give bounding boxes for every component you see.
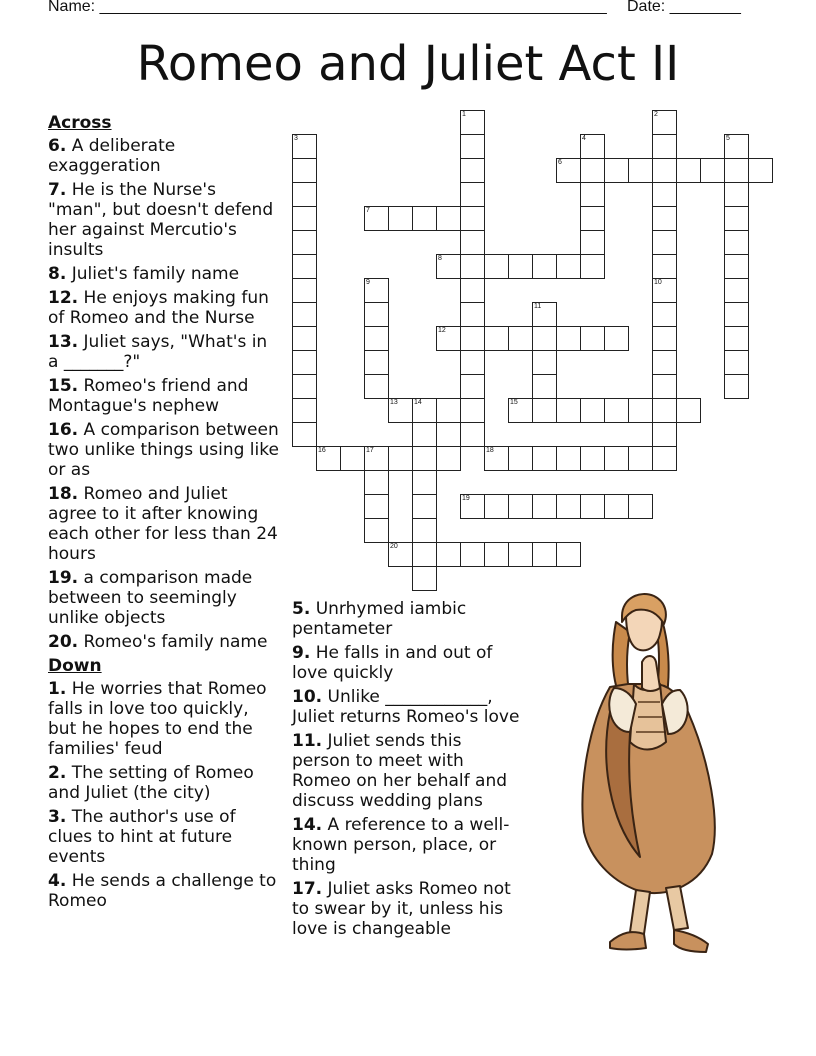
grid-cell[interactable] [460, 206, 485, 231]
grid-cell[interactable] [724, 278, 749, 303]
grid-cell[interactable] [364, 518, 389, 543]
grid-cell[interactable] [460, 254, 485, 279]
clue-down-3: 3. The author's use of clues to hint at future events [48, 807, 236, 867]
grid-cell[interactable] [460, 542, 485, 567]
clue-down-4: 4. He sends a challenge to Romeo [48, 871, 277, 911]
grid-cell[interactable] [292, 254, 317, 279]
grid-cell[interactable] [460, 302, 485, 327]
grid-cell[interactable] [292, 350, 317, 375]
grid-cell[interactable] [292, 134, 317, 159]
grid-cell[interactable] [628, 494, 653, 519]
grid-cell[interactable] [460, 326, 485, 351]
clue-down-2: 2. The setting of Romeo and Juliet (the city) [48, 763, 254, 803]
grid-cell[interactable] [532, 398, 557, 423]
grid-cell[interactable] [436, 398, 461, 423]
grid-cell[interactable] [508, 494, 533, 519]
grid-cell[interactable] [412, 542, 437, 567]
grid-cell[interactable] [604, 446, 629, 471]
grid-cell[interactable] [532, 374, 557, 399]
grid-cell[interactable] [388, 206, 413, 231]
grid-cell[interactable] [388, 398, 413, 423]
clue-number: 9 [366, 279, 370, 286]
grid-cell[interactable] [460, 230, 485, 255]
grid-cell[interactable] [460, 278, 485, 303]
clue-down-5: 5. Unrhymed iambic pentameter [292, 599, 467, 639]
grid-cell[interactable] [652, 326, 677, 351]
clue-number: 4 [582, 135, 586, 142]
grid-cell[interactable] [580, 206, 605, 231]
grid-cell[interactable] [460, 110, 485, 135]
grid-cell[interactable] [412, 518, 437, 543]
clue-number: 7 [366, 207, 370, 214]
grid-cell[interactable] [724, 158, 749, 183]
grid-cell[interactable] [292, 182, 317, 207]
grid-cell[interactable] [364, 494, 389, 519]
grid-cell[interactable] [652, 278, 677, 303]
clues-left-column [48, 113, 280, 915]
date-field-label[interactable]: Date: ________ [627, 0, 741, 15]
grid-cell[interactable] [748, 158, 773, 183]
clue-number: 8 [438, 255, 442, 262]
grid-cell[interactable] [604, 158, 629, 183]
clue-number: 17 [366, 447, 374, 454]
grid-cell[interactable] [556, 446, 581, 471]
grid-cell[interactable] [508, 254, 533, 279]
grid-cell[interactable] [652, 230, 677, 255]
grid-cell[interactable] [364, 470, 389, 495]
clue-across-20: 20. Romeo's family name [48, 632, 268, 652]
name-field-label[interactable]: Name: _________________________________________________________ [48, 0, 607, 15]
grid-cell[interactable] [436, 326, 461, 351]
grid-cell[interactable] [628, 158, 653, 183]
clue-across-13: 13. Juliet says, "What's in a _______?" [48, 332, 268, 372]
grid-cell[interactable] [580, 182, 605, 207]
grid-cell[interactable] [292, 278, 317, 303]
grid-cell[interactable] [604, 398, 629, 423]
grid-cell[interactable] [652, 182, 677, 207]
grid-cell[interactable] [556, 326, 581, 351]
grid-cell[interactable] [532, 350, 557, 375]
grid-cell[interactable] [580, 494, 605, 519]
grid-cell[interactable] [652, 446, 677, 471]
grid-cell[interactable] [652, 254, 677, 279]
grid-cell[interactable] [364, 302, 389, 327]
grid-cell[interactable] [460, 374, 485, 399]
grid-cell[interactable] [364, 350, 389, 375]
grid-cell[interactable] [460, 494, 485, 519]
clue-down-10: 10. Unlike ____________, Juliet returns Romeo's love [292, 687, 520, 727]
across-heading: Across [48, 113, 112, 133]
grid-cell[interactable] [628, 446, 653, 471]
grid-cell[interactable] [364, 374, 389, 399]
clue-across-15: 15. Romeo's friend and Montague's nephew [48, 376, 249, 416]
page-title: Romeo and Juliet Act II [136, 36, 680, 92]
clue-down-17: 17. Juliet asks Romeo not to swear by it, unless his love is changeable [292, 879, 511, 939]
clue-number: 13 [390, 399, 398, 406]
grid-cell[interactable] [532, 326, 557, 351]
clues-middle-column [292, 599, 524, 943]
grid-cell[interactable] [556, 542, 581, 567]
grid-cell[interactable] [724, 230, 749, 255]
clue-number: 3 [294, 135, 298, 142]
grid-cell[interactable] [412, 470, 437, 495]
grid-cell[interactable] [532, 302, 557, 327]
grid-cell[interactable] [724, 350, 749, 375]
clue-number: 6 [558, 159, 562, 166]
grid-cell[interactable] [556, 158, 581, 183]
grid-cell[interactable] [580, 326, 605, 351]
grid-cell[interactable] [556, 494, 581, 519]
grid-cell[interactable] [412, 422, 437, 447]
grid-cell[interactable] [484, 326, 509, 351]
grid-cell[interactable] [292, 302, 317, 327]
grid-cell[interactable] [460, 422, 485, 447]
grid-cell[interactable] [364, 446, 389, 471]
grid-cell[interactable] [436, 206, 461, 231]
grid-cell[interactable] [652, 398, 677, 423]
clue-number: 1 [462, 111, 466, 118]
grid-cell[interactable] [580, 230, 605, 255]
clue-across-16: 16. A comparison between two unlike things using like or as [48, 420, 279, 480]
grid-cell[interactable] [676, 398, 701, 423]
grid-cell[interactable] [700, 158, 725, 183]
grid-cell[interactable] [460, 134, 485, 159]
grid-cell[interactable] [532, 494, 557, 519]
grid-cell[interactable] [724, 206, 749, 231]
grid-cell[interactable] [340, 446, 365, 471]
clue-number: 2 [654, 111, 658, 118]
clue-number: 10 [654, 279, 662, 286]
grid-cell[interactable] [508, 326, 533, 351]
grid-cell[interactable] [436, 446, 461, 471]
clue-number: 5 [726, 135, 730, 142]
grid-cell[interactable] [292, 326, 317, 351]
clue-across-8: 8. Juliet's family name [48, 264, 240, 284]
clue-across-12: 12. He enjoys making fun of Romeo and the Nurse [48, 288, 269, 328]
grid-cell[interactable] [556, 254, 581, 279]
grid-cell[interactable] [364, 326, 389, 351]
clue-down-9: 9. He falls in and out of love quickly [292, 643, 493, 683]
grid-cell[interactable] [604, 326, 629, 351]
clue-number: 19 [462, 495, 470, 502]
grid-cell[interactable] [484, 542, 509, 567]
grid-cell[interactable] [580, 446, 605, 471]
grid-cell[interactable] [604, 494, 629, 519]
clue-number: 15 [510, 399, 518, 406]
grid-cell[interactable] [292, 230, 317, 255]
grid-cell[interactable] [292, 158, 317, 183]
grid-cell[interactable] [364, 278, 389, 303]
clue-down-11: 11. Juliet sends this person to meet with Romeo on her behalf and discuss wedding plans [292, 731, 508, 811]
grid-cell[interactable] [652, 422, 677, 447]
grid-cell[interactable] [316, 446, 341, 471]
grid-cell[interactable] [724, 182, 749, 207]
grid-cell[interactable] [508, 398, 533, 423]
clue-across-18: 18. Romeo and Juliet agree to it after knowing each other for less than 24 hours [48, 484, 278, 564]
grid-cell[interactable] [652, 374, 677, 399]
grid-cell[interactable] [412, 398, 437, 423]
clue-down-1: 1. He worries that Romeo falls in love too quickly, but he hopes to end the families' feud [48, 679, 267, 759]
grid-cell[interactable] [436, 254, 461, 279]
clue-number: 18 [486, 447, 494, 454]
grid-cell[interactable] [724, 326, 749, 351]
grid-cell[interactable] [508, 446, 533, 471]
down-heading: Down [48, 656, 102, 676]
grid-cell[interactable] [388, 446, 413, 471]
grid-cell[interactable] [724, 134, 749, 159]
grid-cell[interactable] [484, 494, 509, 519]
grid-cell[interactable] [460, 350, 485, 375]
grid-cell[interactable] [292, 398, 317, 423]
grid-cell[interactable] [388, 542, 413, 567]
clue-down-14: 14. A reference to a well-known person, place, or thing [292, 815, 510, 875]
grid-cell[interactable] [652, 350, 677, 375]
grid-cell[interactable] [532, 446, 557, 471]
grid-cell[interactable] [292, 374, 317, 399]
grid-cell[interactable] [484, 254, 509, 279]
grid-cell[interactable] [412, 494, 437, 519]
grid-cell[interactable] [532, 254, 557, 279]
clue-across-7: 7. He is the Nurse's "man", but doesn't defend her against Mercutio's insults [48, 180, 274, 260]
grid-cell[interactable] [460, 158, 485, 183]
grid-cell[interactable] [580, 254, 605, 279]
grid-cell[interactable] [580, 134, 605, 159]
clue-number: 11 [534, 303, 542, 310]
grid-cell[interactable] [412, 446, 437, 471]
grid-cell[interactable] [628, 398, 653, 423]
grid-cell[interactable] [652, 110, 677, 135]
grid-cell[interactable] [580, 398, 605, 423]
grid-cell[interactable] [436, 542, 461, 567]
clue-number: 20 [390, 543, 398, 550]
grid-cell[interactable] [724, 374, 749, 399]
grid-cell[interactable] [292, 206, 317, 231]
grid-cell[interactable] [532, 542, 557, 567]
grid-cell[interactable] [724, 254, 749, 279]
clue-number: 12 [438, 327, 446, 334]
juliet-figure-illustration [570, 592, 730, 962]
clue-across-19: 19. a comparison made between to seemingly unlike objects [48, 568, 253, 628]
grid-cell[interactable] [652, 302, 677, 327]
grid-cell[interactable] [412, 206, 437, 231]
grid-cell[interactable] [412, 566, 437, 591]
grid-cell[interactable] [508, 542, 533, 567]
grid-cell[interactable] [460, 398, 485, 423]
grid-cell[interactable] [652, 206, 677, 231]
grid-cell[interactable] [580, 158, 605, 183]
grid-cell[interactable] [652, 134, 677, 159]
grid-cell[interactable] [292, 422, 317, 447]
clue-across-6: 6. A deliberate exaggeration [48, 136, 176, 176]
grid-cell[interactable] [724, 302, 749, 327]
grid-cell[interactable] [484, 446, 509, 471]
grid-cell[interactable] [460, 182, 485, 207]
grid-cell[interactable] [652, 158, 677, 183]
grid-cell[interactable] [556, 398, 581, 423]
clue-number: 16 [318, 447, 326, 454]
grid-cell[interactable] [676, 158, 701, 183]
clue-number: 14 [414, 399, 422, 406]
grid-cell[interactable] [364, 206, 389, 231]
